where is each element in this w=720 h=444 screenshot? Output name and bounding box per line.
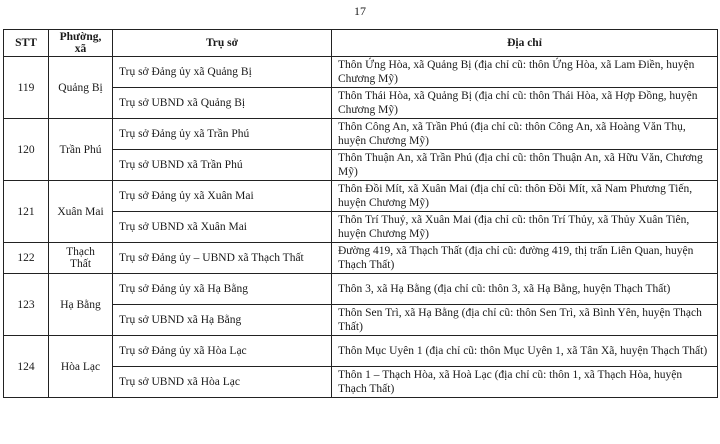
address-cell: Thôn Đồi Mít, xã Xuân Mai (địa chỉ cũ: thôn Đồi Mít, xã Nam Phương Tiến, huyện Chương Mỹ): [332, 181, 718, 212]
office-cell: Trụ sở UBND xã Hòa Lạc: [113, 367, 332, 398]
office-cell: Trụ sở UBND xã Quảng Bị: [113, 88, 332, 119]
table-row: [4, 119, 718, 150]
office-cell: Trụ sở UBND xã Hạ Bằng: [113, 305, 332, 336]
address-cell: Đường 419, xã Thạch Thất (địa chỉ cũ: đường 419, thị trấn Liên Quan, huyện Thạch Thất): [332, 243, 718, 274]
table-row: [4, 336, 718, 367]
header-ward: Phường, xã: [49, 30, 113, 57]
address-cell: Thôn Trí Thuỷ, xã Xuân Mai (địa chỉ cũ: thôn Trí Thủy, xã Thủy Xuân Tiên, huyện Chương Mỹ): [332, 212, 718, 243]
header-stt: STT: [4, 30, 49, 57]
ward-cell: Hòa Lạc: [49, 336, 113, 398]
address-cell: Thôn Sen Trì, xã Hạ Bằng (địa chỉ cũ: thôn Sen Trì, xã Bình Yên, huyện Thạch Thất): [332, 305, 718, 336]
ward-cell: Hạ Bằng: [49, 274, 113, 336]
address-cell: Thôn 1 – Thạch Hòa, xã Hoà Lạc (địa chỉ cũ: thôn 1, xã Thạch Hòa, huyện Thạch Thất): [332, 367, 718, 398]
stt-cell: 121: [4, 181, 49, 243]
office-cell: Trụ sở Đảng ủy xã Xuân Mai: [113, 181, 332, 212]
page-number: 17: [354, 4, 366, 18]
stt-cell: 122: [4, 243, 49, 274]
office-cell: Trụ sở Đảng ủy – UBND xã Thạch Thất: [113, 243, 332, 274]
table-row: [4, 243, 718, 274]
office-cell: Trụ sở Đảng ủy xã Quảng Bị: [113, 57, 332, 88]
table-row: [4, 57, 718, 88]
address-cell: Thôn Thái Hòa, xã Quảng Bị (địa chỉ cũ: thôn Thái Hòa, xã Hợp Đồng, huyện Chương Mỹ): [332, 88, 718, 119]
office-cell: Trụ sở Đảng ủy xã Hạ Bằng: [113, 274, 332, 305]
ward-cell: Trần Phú: [49, 119, 113, 181]
office-cell: Trụ sở UBND xã Xuân Mai: [113, 212, 332, 243]
stt-cell: 123: [4, 274, 49, 336]
table-row: [4, 181, 718, 212]
ward-cell: Quảng Bị: [49, 57, 113, 119]
stt-cell: 120: [4, 119, 49, 181]
stt-cell: 124: [4, 336, 49, 398]
address-cell: Thôn Công An, xã Trần Phú (địa chỉ cũ: thôn Công An, xã Hoàng Văn Thụ, huyện Chương Mỹ): [332, 119, 718, 150]
header-office: Trụ sở: [113, 30, 332, 57]
address-cell: Thôn Mục Uyên 1 (địa chỉ cũ: thôn Mục Uyên 1, xã Tân Xã, huyện Thạch Thất): [332, 336, 718, 367]
office-cell: Trụ sở UBND xã Trần Phú: [113, 150, 332, 181]
address-cell: Thôn Thuận An, xã Trần Phú (địa chỉ cũ: thôn Thuận An, xã Hữu Văn, Chương Mỹ): [332, 150, 718, 181]
office-cell: Trụ sở Đảng ủy xã Hòa Lạc: [113, 336, 332, 367]
ward-cell: Xuân Mai: [49, 181, 113, 243]
office-address-table: [3, 29, 718, 398]
address-cell: Thôn Ứng Hòa, xã Quảng Bị (địa chỉ cũ: thôn Ứng Hòa, xã Lam Điền, huyện Chương Mỹ): [332, 57, 718, 88]
office-cell: Trụ sở Đảng ủy xã Trần Phú: [113, 119, 332, 150]
header-address: Địa chỉ: [332, 30, 718, 57]
stt-cell: 119: [4, 57, 49, 119]
address-cell: Thôn 3, xã Hạ Bằng (địa chỉ cũ: thôn 3, xã Hạ Bằng, huyện Thạch Thất): [332, 274, 718, 305]
ward-cell: Thạch Thất: [49, 243, 113, 274]
table-row: [4, 274, 718, 305]
table-header-row: [4, 30, 718, 57]
